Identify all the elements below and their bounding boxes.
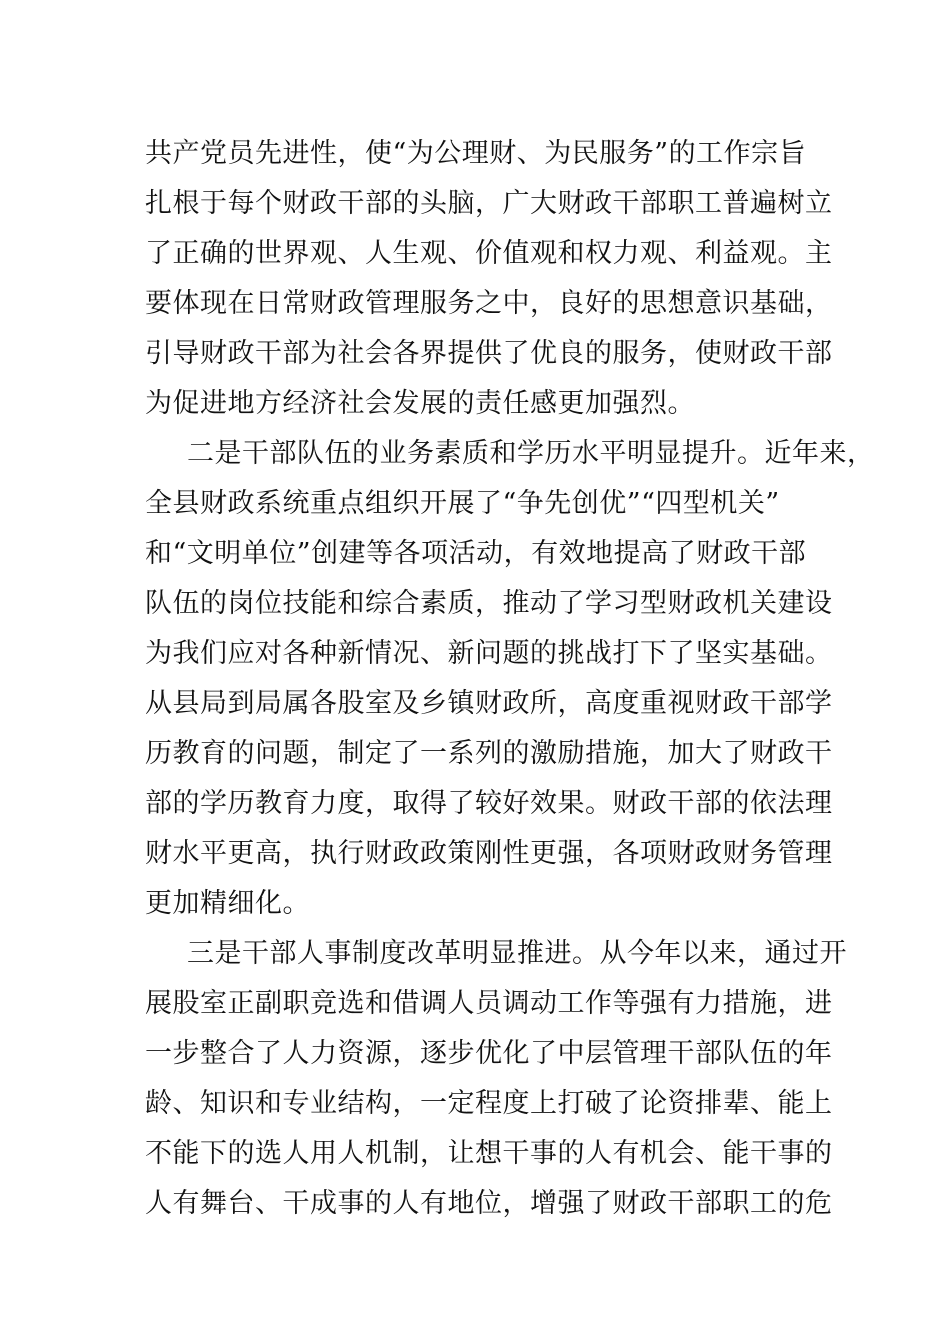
text-line: 历教育的问题，制定了一系列的激励措施，加大了财政干 [145,738,833,769]
text-line: 和“文明单位”创建等各项活动，有效地提高了财政干部 [145,538,807,569]
text-line: 更加精细化。 [145,888,310,919]
body-text [145,129,875,1229]
text-line: 展股室正副职竞选和借调人员调动工作等强有力措施，进 [145,988,833,1019]
text-line: 财水平更高，执行财政政策刚性更强，各项财政财务管理 [145,838,833,869]
text-line: 为促进地方经济社会发展的责任感更加强烈。 [145,388,695,419]
text-line: 人有舞台、干成事的人有地位，增强了财政干部职工的危 [145,1188,833,1219]
text-line: 扎根于每个财政干部的头脑，广大财政干部职工普遍树立 [145,188,833,219]
text-line: 不能下的选人用人机制，让想干事的人有机会、能干事的 [145,1138,833,1169]
text-line: 了正确的世界观、人生观、价值观和权力观、利益观。主 [145,238,833,269]
text-line: 全县财政系统重点组织开展了“争先创优”“四型机关” [145,488,780,519]
text-line: 龄、知识和专业结构，一定程度上打破了论资排辈、能上 [145,1088,833,1119]
text-line: 队伍的岗位技能和综合素质，推动了学习型财政机关建设 [145,588,833,619]
text-line: 引导财政干部为社会各界提供了优良的服务，使财政干部 [145,338,833,369]
paragraph-3-first-line: 三是干部人事制度改革明显推进。从今年以来，通过开 [187,938,847,969]
text-line: 共产党员先进性，使“为公理财、为民服务”的工作宗旨 [145,138,807,169]
text-line: 为我们应对各种新情况、新问题的挑战打下了坚实基础。 [145,638,833,669]
text-line: 从县局到局属各股室及乡镇财政所，高度重视财政干部学 [145,688,833,719]
paragraph-2-first-line: 二是干部队伍的业务素质和学历水平明显提升。近年来， [187,438,875,469]
text-line: 部的学历教育力度，取得了较好效果。财政干部的依法理 [145,788,833,819]
text-line: 一步整合了人力资源，逐步优化了中层管理干部队伍的年 [145,1038,833,1069]
text-line: 要体现在日常财政管理服务之中，良好的思想意识基础， [145,288,833,319]
